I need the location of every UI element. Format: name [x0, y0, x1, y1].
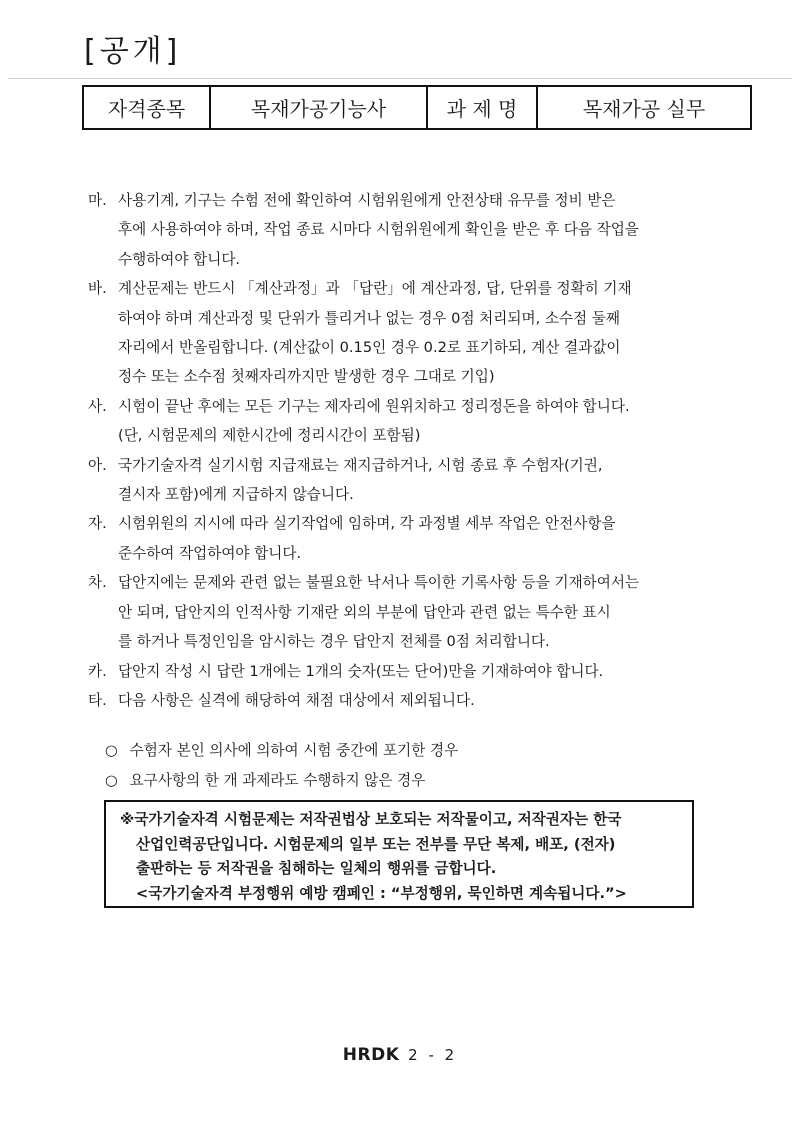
item-marker: 자. [88, 515, 107, 533]
item-line: 수행하여야 합니다. [118, 250, 241, 268]
exam-info-table [82, 85, 752, 130]
page-footer [0, 1045, 800, 1065]
item-line: 하여야 하며 계산과정 및 단위가 틀리거나 없는 경우 0점 처리되며, 소수점 둘째 [118, 309, 620, 327]
instruction-item [88, 568, 738, 656]
item-line: 국가기술자격 실기시험 지급재료는 재지급하거나, 시험 종료 후 수험자(기권, [118, 456, 603, 474]
item-marker: 차. [88, 574, 107, 592]
instruction-item [88, 657, 738, 686]
item-line: 답안지 작성 시 답란 1개에는 1개의 숫자(또는 단어)만을 기재하여야 합니다. [118, 662, 604, 680]
circle-bullet-icon: ○ [105, 772, 118, 789]
instruction-item [88, 392, 738, 451]
circle-bullet-icon: ○ [105, 742, 118, 759]
item-marker: 바. [88, 280, 107, 298]
disclosure-label: [공개] [84, 34, 182, 69]
item-text [118, 186, 738, 274]
item-marker: 타. [88, 691, 107, 709]
item-line: 준수하여 작업하여야 합니다. [118, 544, 302, 562]
notice-line: 산업인력공단입니다. 시험문제의 일부 또는 전부를 무단 복제, 배포, (전자) [136, 835, 616, 853]
item-line: 안 되며, 답안지의 인적사항 기재란 외의 부분에 답안과 관련 없는 특수한 표시 [118, 603, 611, 621]
item-marker: 마. [88, 192, 107, 209]
item-text [118, 686, 738, 715]
disqualification-item [105, 736, 458, 766]
instruction-item [88, 509, 738, 568]
task-name-label: 과 제 명 [427, 86, 537, 129]
instruction-item [88, 274, 738, 392]
item-marker: 카. [88, 662, 107, 680]
disqualification-list [105, 736, 458, 796]
item-line: 자리에서 반올림합니다. (계산값이 0.15인 경우 0.2로 표기하되, 계산 결과값이 [118, 339, 621, 357]
item-text [118, 568, 738, 656]
qualification-value: 목재가공기능사 [210, 86, 427, 129]
qualification-label: 자격종목 [83, 86, 210, 129]
item-text [118, 274, 738, 392]
disqualification-text: 요구사항의 한 개 과제라도 수행하지 않은 경우 [129, 772, 426, 789]
item-line: 사용기계, 기구는 수험 전에 확인하여 시험위원에게 안전상태 유무를 정비 받은 [118, 192, 616, 209]
item-text [118, 657, 738, 686]
item-line: 답안지에는 문제와 관련 없는 불필요한 낙서나 특이한 기록사항 등을 기재하여서는 [118, 574, 640, 592]
hrdk-logo: HRDK [342, 1045, 400, 1065]
item-line: 결시자 포함)에게 지급하지 않습니다. [118, 486, 354, 504]
item-marker: 사. [88, 397, 107, 415]
page-number: 2 - 2 [408, 1046, 458, 1064]
item-line: (단, 시험문제의 제한시간에 정리시간이 포함됨) [118, 427, 421, 445]
item-text [118, 509, 738, 568]
item-line: 계산문제는 반드시 「계산과정」과 「답란」에 계산과정, 답, 단위를 정확히 기재 [118, 280, 632, 298]
instruction-item [88, 186, 738, 274]
item-line: 를 하거나 특정인임을 암시하는 경우 답안지 전체를 0점 처리합니다. [118, 633, 550, 651]
copyright-notice-box [104, 800, 694, 908]
item-line: 시험이 끝난 후에는 모든 기구는 제자리에 원위치하고 정리정돈을 하여야 합니다. [118, 397, 630, 415]
disqualification-item [105, 766, 458, 796]
item-line: 후에 사용하여야 하며, 작업 종료 시마다 시험위원에게 확인을 받은 후 다음 작업을 [118, 221, 639, 239]
instruction-item [88, 686, 738, 715]
item-text [118, 451, 738, 510]
item-line: 시험위원의 지시에 따라 실기작업에 임하며, 각 과정별 세부 작업은 안전사항을 [118, 515, 616, 533]
task-name-value: 목재가공 실무 [537, 86, 751, 129]
item-marker: 아. [88, 456, 107, 474]
notice-line: ※국가기술자격 시험문제는 저작권법상 보호되는 저작물이고, 저작권자는 한국 [120, 811, 622, 828]
header-divider [8, 78, 792, 79]
item-text [118, 392, 738, 451]
notice-line: <국가기술자격 부정행위 예방 캠페인 : “부정행위, 묵인하면 계속됩니다.”> [136, 884, 627, 902]
disqualification-text: 수험자 본인 의사에 의하여 시험 중간에 포기한 경우 [129, 742, 459, 759]
notice-line: 출판하는 등 저작권을 침해하는 일체의 행위를 금합니다. [136, 860, 497, 877]
instructions-list [88, 186, 738, 715]
instruction-item [88, 451, 738, 510]
exam-info-row [83, 86, 751, 129]
item-line: 다음 사항은 실격에 해당하여 채점 대상에서 제외됩니다. [118, 691, 475, 709]
item-line: 정수 또는 소수점 첫째자리까지만 발생한 경우 그대로 기입) [118, 368, 495, 386]
